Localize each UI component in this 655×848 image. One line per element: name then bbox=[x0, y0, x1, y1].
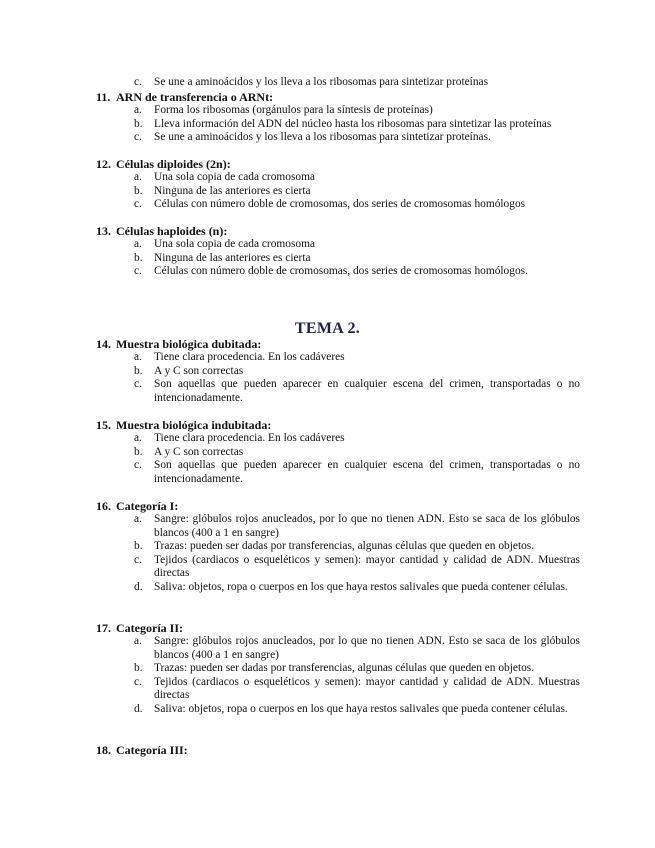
option-letter: b. bbox=[134, 364, 143, 377]
option bbox=[134, 446, 580, 460]
option bbox=[134, 635, 580, 662]
option-text: Forma los ribosomas (orgánulos para la síntesis de proteínas) bbox=[154, 104, 433, 116]
question-heading bbox=[96, 337, 580, 351]
option-text: Una sola copia de cada cromosoma bbox=[154, 171, 315, 183]
question-number: 18. bbox=[96, 743, 111, 757]
option-letter: c. bbox=[134, 378, 142, 390]
option-text: Saliva: objetos, ropa o cuerpos en los que haya restos salivales que pueda contener células. bbox=[154, 702, 568, 715]
option-letter: a. bbox=[134, 432, 142, 444]
option-text: Tejidos (cardiacos o esqueléticos y semen): mayor cantidad y calidad de ADN. Muestras directas bbox=[154, 675, 580, 701]
question-number: 13. bbox=[96, 224, 111, 238]
option bbox=[134, 131, 580, 145]
option-letter: a. bbox=[134, 104, 142, 116]
option-letter: b. bbox=[134, 662, 143, 674]
option-text: Tejidos (cardiacos o esqueléticos y semen): mayor cantidad y calidad de ADN. Muestras directas bbox=[154, 553, 580, 579]
option bbox=[134, 513, 580, 540]
option bbox=[134, 378, 580, 405]
option-text: Una sola copia de cada cromosoma bbox=[154, 238, 315, 250]
option-letter: a. bbox=[134, 171, 142, 183]
option-letter: c. bbox=[134, 76, 142, 88]
question-heading bbox=[96, 157, 580, 171]
option-text: Lleva información del ADN del núcleo hasta los ribosomas para sintetizar las proteínas bbox=[154, 117, 552, 130]
question-number: 15. bbox=[96, 418, 111, 432]
question-heading bbox=[96, 90, 580, 104]
question-number: 11. bbox=[96, 90, 111, 104]
option-letter: a. bbox=[134, 238, 142, 250]
question-block bbox=[96, 499, 580, 594]
fragment-block bbox=[96, 76, 580, 90]
question-block bbox=[96, 743, 580, 757]
option bbox=[134, 662, 580, 676]
option-text: Tiene clara procedencia. En los cadáveres bbox=[154, 351, 345, 363]
option bbox=[134, 265, 580, 279]
option-letter: a. bbox=[134, 635, 142, 647]
option bbox=[134, 676, 580, 703]
question-heading bbox=[96, 499, 580, 513]
option-text: Son aquellas que pueden aparecer en cualquier escena del crimen, transportadas o no intencionadamente. bbox=[154, 378, 580, 404]
option-text: A y C son correctas bbox=[154, 445, 244, 458]
option-letter: c. bbox=[134, 675, 142, 688]
option-letter: a. bbox=[134, 351, 142, 363]
option-text: Saliva: objetos, ropa o cuerpos en los que haya restos salivales que pueda contener células. bbox=[154, 580, 568, 593]
option bbox=[134, 351, 580, 365]
option-text: Células con número doble de cromosomas, dos series de cromosomas homólogos. bbox=[154, 265, 528, 277]
option-letter: d. bbox=[134, 580, 143, 593]
question-number: 14. bbox=[96, 337, 111, 351]
option bbox=[134, 459, 580, 486]
question-heading bbox=[96, 621, 580, 635]
question-heading bbox=[96, 743, 580, 757]
option-letter: b. bbox=[134, 251, 143, 264]
option-text: Trazas: pueden ser dadas por transferencias, algunas células que queden en objetos. bbox=[154, 662, 535, 674]
option-text: Sangre: glóbulos rojos anucleados, por lo que no tienen ADN. Esto se saca de los glóbulos blancos (400 a 1 en sangre) bbox=[154, 513, 580, 539]
question-title: Muestra biológica indubitada: bbox=[116, 418, 272, 432]
question-block bbox=[96, 418, 580, 486]
option-text: Sangre: glóbulos rojos anucleados, por lo que no tienen ADN. Esto se saca de los glóbulos blancos (400 a 1 en sangre) bbox=[154, 635, 580, 661]
option bbox=[134, 104, 580, 118]
option-text: Se une a aminoácidos y los lleva a los ribosomas para sintetizar proteínas. bbox=[154, 131, 491, 143]
option bbox=[134, 540, 580, 554]
question-heading bbox=[96, 224, 580, 238]
option bbox=[134, 198, 580, 212]
question-title: Muestra biológica dubitada: bbox=[116, 337, 262, 351]
question-number: 12. bbox=[96, 157, 111, 171]
option-text: Ninguna de las anteriores es cierta bbox=[154, 184, 311, 197]
option-letter: a. bbox=[134, 513, 142, 525]
option bbox=[134, 76, 580, 90]
option-text: Células con número doble de cromosomas, dos series de cromosomas homólogos bbox=[154, 198, 526, 210]
question-title: Categoría II: bbox=[116, 621, 183, 635]
question-block bbox=[96, 621, 580, 716]
question-title: Células diploides (2n): bbox=[116, 157, 231, 171]
option-letter: b. bbox=[134, 445, 143, 458]
option bbox=[134, 238, 580, 252]
option-text: Tiene clara procedencia. En los cadáveres bbox=[154, 432, 345, 444]
option-letter: b. bbox=[134, 540, 143, 552]
question-block bbox=[96, 337, 580, 405]
question-block bbox=[96, 157, 580, 212]
section-heading: TEMA 2. bbox=[294, 320, 361, 337]
option bbox=[134, 252, 580, 266]
option-text: A y C son correctas bbox=[154, 364, 244, 377]
question-block bbox=[96, 90, 580, 145]
question-title: Categoría III: bbox=[116, 743, 188, 757]
option bbox=[134, 581, 580, 595]
option-letter: b. bbox=[134, 117, 143, 130]
option-text: Son aquellas que pueden aparecer en cualquier escena del crimen, transportadas o no intencionadamente. bbox=[154, 459, 580, 485]
question-title: Células haploides (n): bbox=[116, 224, 228, 238]
option-letter: c. bbox=[134, 198, 142, 210]
option bbox=[134, 554, 580, 581]
option-letter: c. bbox=[134, 265, 142, 277]
option bbox=[134, 432, 580, 446]
option-text: Ninguna de las anteriores es cierta bbox=[154, 251, 311, 264]
option bbox=[134, 171, 580, 185]
option bbox=[134, 365, 580, 379]
option bbox=[134, 703, 580, 717]
option-text: Trazas: pueden ser dadas por transferencias, algunas células que queden en objetos. bbox=[154, 540, 535, 552]
option-letter: c. bbox=[134, 459, 142, 471]
question-title: Categoría I: bbox=[116, 499, 179, 513]
option-letter: d. bbox=[134, 702, 143, 715]
option-text: Se une a aminoácidos y los lleva a los ribosomas para sintetizar proteínas bbox=[154, 76, 489, 88]
question-title: ARN de transferencia o ARNt: bbox=[116, 90, 274, 104]
option bbox=[134, 118, 580, 132]
option-letter: c. bbox=[134, 131, 142, 143]
option bbox=[134, 185, 580, 199]
question-number: 17. bbox=[96, 621, 111, 635]
question-heading bbox=[96, 418, 580, 432]
question-block bbox=[96, 224, 580, 279]
question-number: 16. bbox=[96, 499, 111, 513]
option-letter: c. bbox=[134, 553, 142, 566]
option-letter: b. bbox=[134, 184, 143, 197]
